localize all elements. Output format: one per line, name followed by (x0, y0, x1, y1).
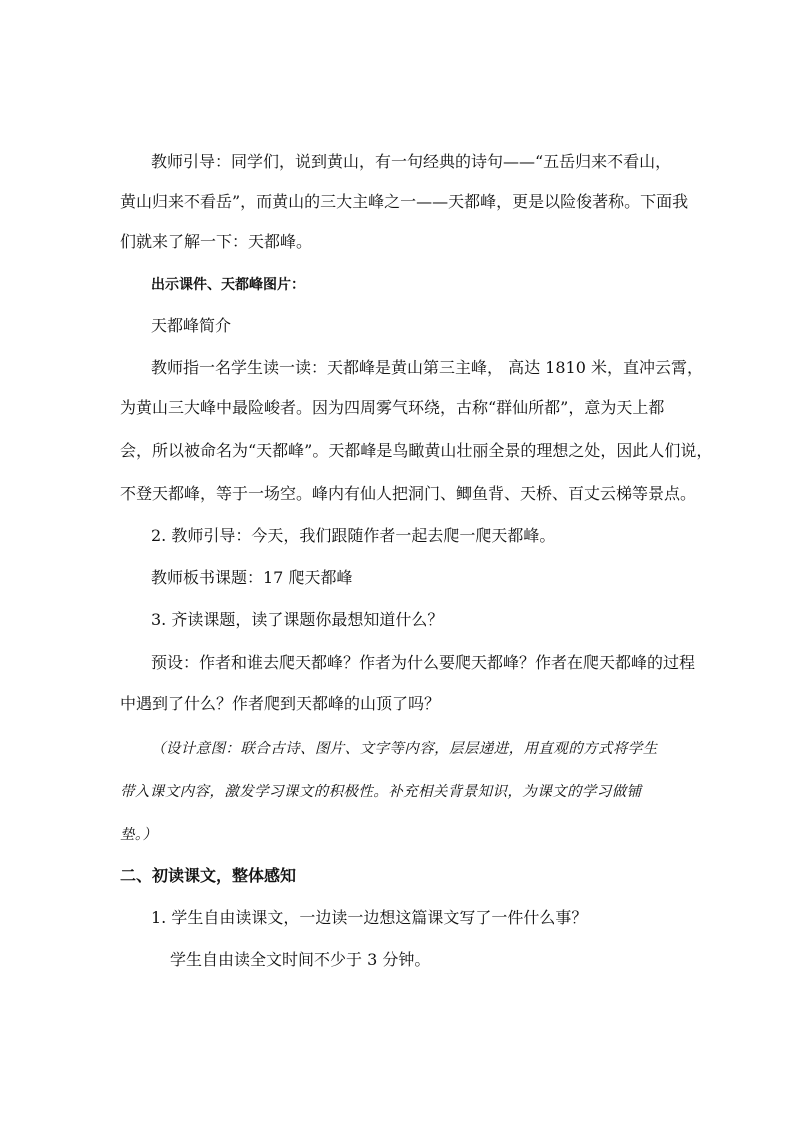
paragraph-line: 黄山归来不看岳”，而黄山的三大主峰之一——天都峰，更是以险俊著称。下面我 (120, 192, 689, 211)
step-2: 2. 教师引导：今天，我们跟随作者一起去爬一爬天都峰。 (151, 526, 556, 545)
step-3: 3. 齐读课题，读了课题你最想知道什么？ (151, 610, 444, 629)
section-heading: 二、初读课文，整体感知 (120, 866, 297, 885)
paragraph-line: 预设：作者和谁去爬天都峰？作者为什么要爬天都峰？作者在爬天都峰的过程 (151, 653, 696, 672)
paragraph-line: 中遇到了什么？作者爬到天都峰的山顶了吗？ (120, 694, 441, 713)
paragraph-line: 会，所以被命名为“天都峰”。天都峰是鸟瞰黄山壮丽全景的理想之处，因此人们说， (120, 441, 713, 460)
paragraph-line: 学生自由读全文时间不少于 3 分钟。 (170, 950, 431, 969)
courseware-heading: 出示课件、天都峰图片： (151, 277, 305, 293)
paragraph-line: 们就来了解一下：天都峰。 (120, 232, 313, 251)
design-intent-line: 垫。） (120, 827, 158, 843)
board-title: 教师板书课题：17 爬天都峰 (151, 568, 353, 587)
paragraph-line: 教师指一名学生读一读：天都峰是黄山第三主峰， 高达 1810 米，直冲云霄， (151, 358, 703, 377)
paragraph-line: 教师引导：同学们，说到黄山，有一句经典的诗句——“五岳归来不看山， (151, 152, 672, 171)
subheading: 天都峰简介 (151, 316, 232, 335)
design-intent-line: （设计意图：联合古诗、图片、文字等内容，层层递进，用直观的方式将学生 (151, 741, 658, 757)
design-intent-line: 带入课文内容，激发学习课文的积极性。补充相关背景知识，为课文的学习做铺 (120, 784, 642, 800)
paragraph-line: 为黄山三大峰中最险峻者。因为四周雾气环绕，古称“群仙所都”，意为天上都 (120, 398, 665, 417)
step-1: 1. 学生自由读课文，一边读一边想这篇课文写了一件什么事？ (151, 908, 588, 927)
paragraph-line: 不登天都峰，等于一场空。峰内有仙人把洞门、鲫鱼背、天桥、百丈云梯等景点。 (120, 484, 697, 503)
